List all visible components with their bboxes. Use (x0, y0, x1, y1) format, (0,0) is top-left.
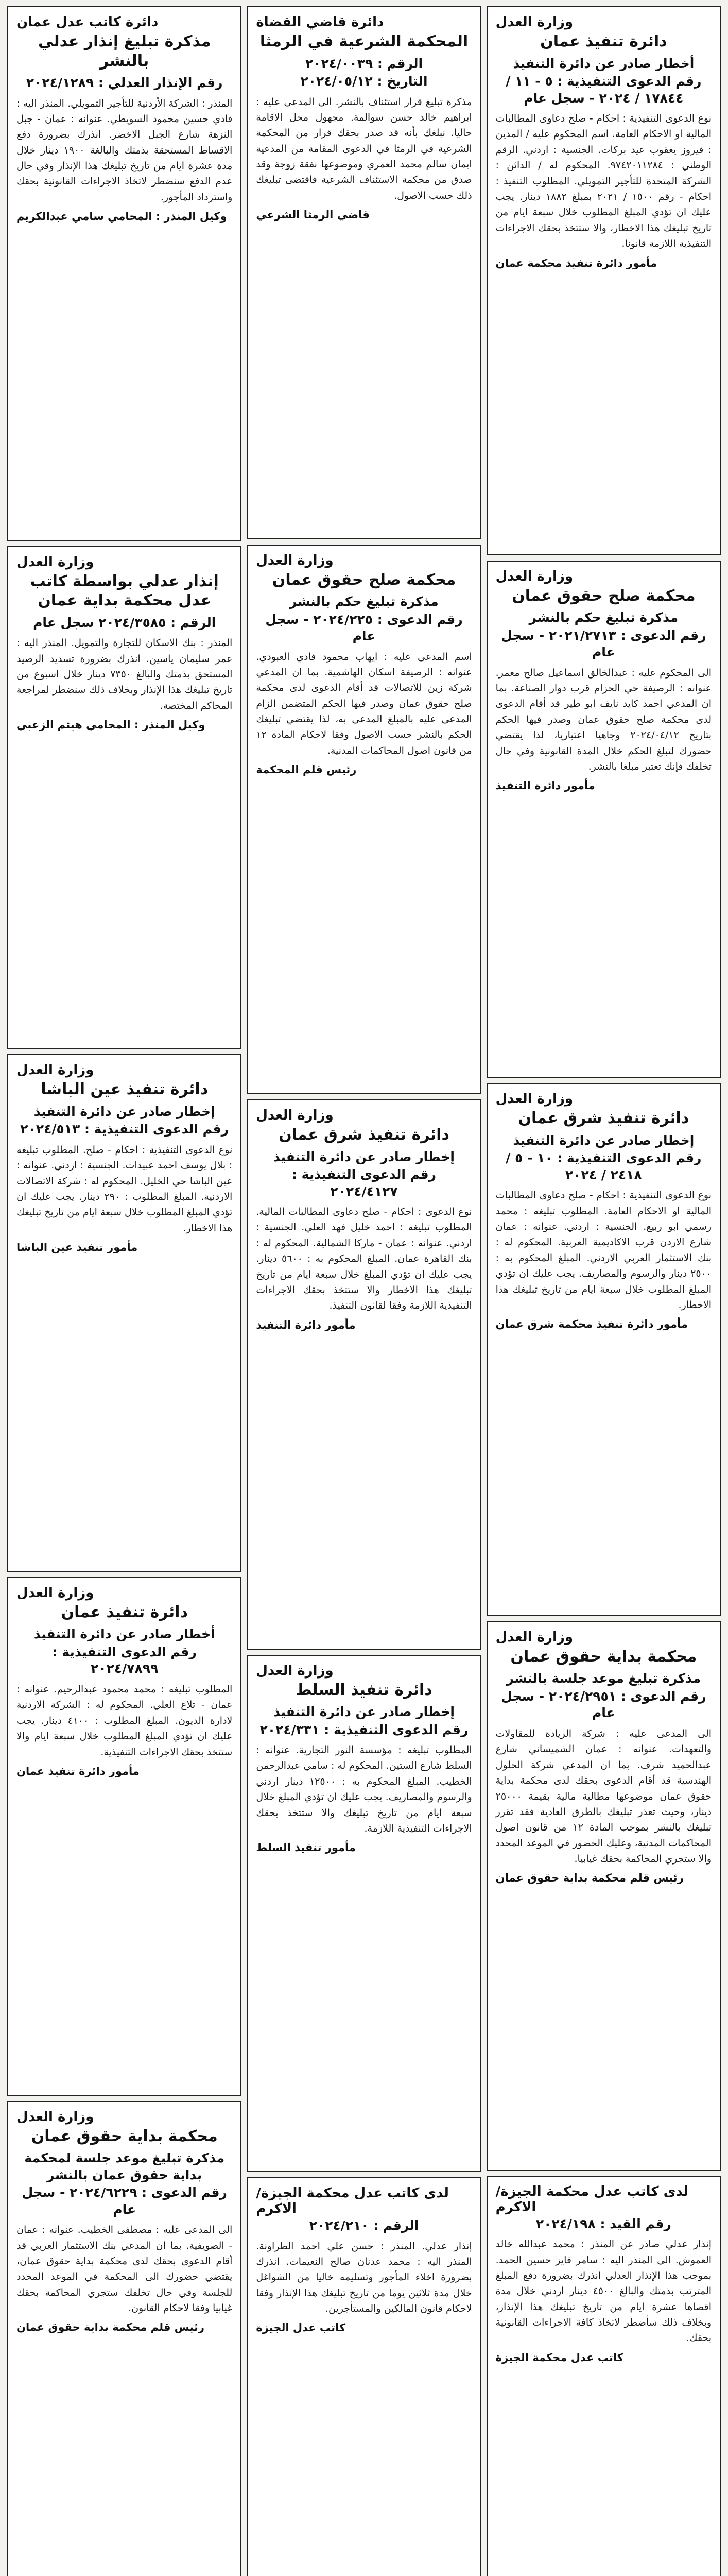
notice-signature: كاتب عدل محكمة الجيزة (495, 2351, 623, 2364)
ministry-header: وزارة العدل (16, 2109, 94, 2125)
notice-headline: مذكرة تبليغ موعد جلسة بالنشر (506, 1671, 701, 1686)
notice-headline: أخطار صادر عن دائرة التنفيذ (33, 1626, 215, 1642)
notice-signature: رئيس قلم المحكمة (256, 764, 357, 776)
notice-signature: مأمور دائرة تنفيذ محكمة عمان (495, 257, 657, 269)
notice-headline: مذكرة تبليغ حكم بالنشر (529, 610, 679, 625)
notice-body: إنذار عدلي صادر عن المنذر : محمد عبدالله خالد العموش. الى المنذر اليه : سامر فايز حسين الحمد. بموجب هذا الإنذار العدلي انذرك بضرورة دفع المبلغ المترتب بذمتك والبالغ ٤٥٠٠ دينار اردني خلال مدة اقصاها عشرة ايام من تاريخ تبليغك هذا الإنذار، وبخلاف ذلك سأضطر لاتخاذ كافة الاجراءات القانونية بحقك. (495, 2239, 712, 2344)
case-number: رقم الدعوى التنفيذية : ٢٠٢٤/٥١٣ (20, 1122, 229, 1137)
notice-title: محكمة بداية حقوق عمان (31, 2127, 218, 2145)
notice-title: مذكرة تبليغ إنذار عدلي بالنشر (38, 32, 211, 70)
notice-body: المنذر : بنك الاسكان للتجارة والتمويل. المنذر اليه : عمر سليمان ياسين. انذرك بضرورة تسديد الرصيد المستحق بذمتك والبالغ ٧٣٥٠ دينار خلال اسبوع من تاريخ تبليغك هذا الإنذار وبخلاف ذلك سنضطر لمراجعة المحاكم المختصة. (16, 637, 233, 711)
notice-headline: الرقم : ٢٠٢٤/٠٠٣٩ (305, 56, 423, 71)
notice-body: مذكرة تبليغ قرار استئناف بالنشر. الى المدعى عليه : ابراهيم خالد حسن سوالمة. مجهول محل الاقامة حاليا. نبلغك بأنه قد صدر بحقك قرار من المحكمة الشرعية في الرمثا في الدعوى المقامة من المدعية ايمان سالم محمد العمري وموضوعها نفقة زوجة وقد صدق من محكمة الاستئناف الشرعية فاقتضى تبليغك ذلك حسب الاصول. (256, 96, 472, 201)
notice-headline: الرقم : ٢٠٢٤/٢١٠ (309, 2218, 419, 2233)
case-number: التاريخ : ٢٠٢٤/٠٥/١٢ (300, 74, 428, 89)
notice-headline: رقم الإنذار العدلي : ٢٠٢٤/١٢٨٩ (26, 75, 223, 90)
case-number: رقم الدعوى التنفيذية : ٢٠٢٤/٣٣١ (259, 1722, 469, 1737)
ministry-header: وزارة العدل (16, 1062, 94, 1078)
legal-notice (487, 1621, 721, 2171)
notice-headline: إخطار صادر عن دائرة التنفيذ (273, 1704, 455, 1719)
notice-title: دائرة تنفيذ عمان (61, 1603, 188, 1621)
ministry-header: وزارة العدل (495, 14, 574, 30)
legal-notice (247, 545, 481, 1095)
notice-body: نوع الدعوى التنفيذية : احكام - صلح. المطلوب تبليغه : بلال يوسف احمد عبيدات. الجنسية : اردني. عنوانه : عين الباشا حي الخليل. المحكوم له : شركة الاتصالات الاردنية. المبلغ المطلوب : ٢٩٠ دينار. يجب عليك ان تؤدي المبلغ المطلوب خلال سبعة ايام من تاريخ تبليغك هذا الاخطار. (16, 1144, 233, 1234)
notice-headline: إخطار صادر عن دائرة التنفيذ (513, 1132, 695, 1148)
case-number: رقم الدعوى : ٢٠٢٤/٢٢٥ - سجل عام (265, 612, 463, 643)
newspaper-page (7, 6, 721, 2576)
legal-notice (7, 1577, 241, 2096)
notice-signature: مأمور دائرة تنفيذ عمان (16, 1765, 140, 1777)
notice-title: دائرة تنفيذ عين الباشا (41, 1080, 209, 1099)
ministry-header: وزارة العدل (495, 1091, 574, 1107)
notice-title: محكمة صلح حقوق عمان (272, 570, 456, 589)
ministry-header: لدى كاتب عدل محكمة الجيزة/الاكرم (256, 2185, 449, 2216)
legal-notice (247, 6, 481, 539)
ministry-header: دائرة قاضي القضاة (256, 14, 384, 30)
notice-title: دائرة تنفيذ شرق عمان (279, 1126, 449, 1144)
ministry-header: وزارة العدل (495, 568, 574, 584)
notice-body: الى المحكوم عليه : عبدالخالق اسماعيل صالح معمر. عنوانه : الرصيفة حي الحزام قرب دوار الصناعة. بما ان المدعي احمد كايد نايف ابو طير قد أقام الدعوى لدى محكمة صلح حقوق عمان وصدر فيها الحكم بتاريخ ٢٠٢٤/٠٤/١٢ وجاهيا اعتباريا، لذا يقتضي حضورك لتبلغ الحكم خلال المدة القانونية وفي حال تخلفك فإنك تعتبر مبلغا بالنشر. (495, 667, 712, 772)
legal-notice (487, 561, 721, 1078)
notice-title: دائرة تنفيذ شرق عمان (518, 1109, 689, 1128)
legal-notice (247, 1099, 481, 1650)
ministry-header: دائرة كاتب عدل عمان (16, 14, 159, 30)
ministry-header: وزارة العدل (16, 1585, 94, 1601)
ministry-header: لدى كاتب عدل محكمة الجيزة/الاكرم (495, 2183, 689, 2215)
notice-title: المحكمة الشرعية في الرمثا (259, 32, 469, 50)
case-number: رقم الدعوى التنفيذية : ١٠ - ٥ / ٢٤١٨ / ٢٠٢٤ (506, 1150, 702, 1182)
case-number: رقم الدعوى التنفيذية : ٢٠٢٤/٤١٢٧ (291, 1167, 437, 1199)
notice-title: محكمة صلح حقوق عمان (512, 586, 696, 605)
notice-body: المطلوب تبليغه : محمد محمود عبدالرحيم. عنوانه : عمان - تلاع العلي. المحكوم له : الشركة الاردنية لادارة الديون. المبلغ المطلوب : ٤١٠٠ دينار. يجب عليك ان تؤدي المبلغ المطلوب خلال سبعة ايام والا ستتخذ بحقك الاجراءات التنفيذية. (16, 1683, 233, 1758)
legal-notice (487, 1083, 721, 1616)
legal-notice (7, 1054, 241, 1572)
notice-headline: مذكرة تبليغ حكم بالنشر (289, 594, 439, 609)
notice-title: دائرة تنفيذ السلط (296, 1681, 432, 1699)
notice-title: إنذار عدلي بواسطة كاتب عدل محكمة بداية عمان (30, 572, 219, 610)
notice-body: إنذار عدلي. المنذر : حسن علي احمد الطراونة. المنذر اليه : محمد عدنان صالح النعيمات. انذرك بضرورة اخلاء المأجور وتسليمه خاليا من الشواغل خلال مدة ثلاثين يوما من تاريخ تبليغك هذا الإنذار وفقا لاحكام قانون المالكين والمستأجرين. (256, 2240, 472, 2315)
legal-notice (247, 2177, 481, 2576)
notice-body: الى المدعى عليه : مصطفى الخطيب. عنوانه : عمان - الصويفية. بما ان المدعي بنك الاستثمار العربي قد أقام الدعوى بحقك لدى محكمة بداية حقوق عمان، يقتضي حضورك الى المحكمة في الموعد المحدد للجلسة وفي حال تخلفك ستجري المحاكمة بحقك غيابيا وفقا لاحكام القانون. (16, 2224, 233, 2314)
legal-notice (7, 6, 241, 541)
case-number: رقم الدعوى التنفيذية : ٢٠٢٤/٧٨٩٩ (52, 1644, 197, 1676)
notice-signature: كاتب عدل الجيزة (256, 2321, 346, 2334)
column-2 (247, 6, 481, 2576)
legal-notice (7, 2101, 241, 2576)
case-number: رقم الدعوى : ٢٠٢١/٢٧١٣ - سجل عام (501, 628, 706, 660)
notice-headline: الرقم : ٢٠٢٤/٣٥٨٥ سجل عام (33, 615, 216, 630)
ministry-header: وزارة العدل (256, 1663, 334, 1679)
column-3 (7, 6, 241, 2576)
notice-signature: مأمور تنفيذ عين الباشا (16, 1241, 138, 1254)
notice-body: الى المدعى عليه : شركة الريادة للمقاولات والتعهدات. عنوانه : عمان الشميساني شارع عبدالحميد شرف. بما ان المدعي شركة الحلول الهندسية قد أقام الدعوى بحقك لدى محكمة بداية حقوق عمان موضوعها مطالبة مالية بقيمة ٢٥٠٠٠ دينار، وحيث تعذر تبليغك بالطرق العادية فقد تقرر تبليغك بالنشر بموجب المادة ١٢ من قانون اصول المحاكمات المدنية، وعليك الحضور في الموعد المحدد والا ستجري المحاكمة بحقك غيابيا. (495, 1727, 712, 1865)
notice-body: المنذر : الشركة الأردنية للتأجير التمويلي. المنذر اليه : فادي حسين محمود السويطي. عنوانه : عمان - جبل النزهة شارع الجبل الاخضر. انذرك بضرورة دفع الاقساط المستحقة بذمتك والبالغة ١٩٠٠ دينار خلال مدة عشرة ايام من تاريخ تبليغك هذا الإنذار وفي حال عدم الدفع سنضطر لاتخاذ الاجراءات القانونية بحقك واسترداد المأجور. (16, 97, 233, 203)
notice-headline: رقم القيد : ٢٠٢٤/١٩٨ (535, 2216, 671, 2231)
case-number: رقم الدعوى : ٢٠٢٤/٢٩٥١ - سجل عام (501, 1688, 706, 1721)
ministry-header: وزارة العدل (495, 1629, 574, 1645)
notice-signature: مأمور تنفيذ السلط (256, 1841, 356, 1854)
notice-signature: وكيل المنذر : المحامي سامي عبدالكريم (16, 210, 227, 223)
ministry-header: وزارة العدل (256, 1108, 334, 1123)
legal-notice (487, 2176, 721, 2576)
notice-signature: رئيس قلم محكمة بداية حقوق عمان (495, 1872, 684, 1885)
notice-body: نوع الدعوى : احكام - صلح دعاوى المطالبات المالية. المطلوب تبليغه : احمد خليل فهد العلي. الجنسية : اردني. عنوانه : عمان - ماركا الشمالية. المحكوم له : بنك القاهرة عمان. المبلغ المحكوم به : ٥٦٠٠ دينار. يجب عليك ان تؤدي المبلغ خلال سبعة ايام من تاريخ تبليغك هذا الاخطار والا ستتخذ بحقك الاجراءات التنفيذية اللازمة وفقا لقانون التنفيذ. (256, 1206, 472, 1312)
ministry-header: وزارة العدل (16, 554, 94, 570)
case-number: رقم الدعوى التنفيذية : ٥ - ١١ / ١٧٨٤٤ / ٢٠٢٤ - سجل عام (506, 74, 702, 106)
notice-title: محكمة بداية حقوق عمان (510, 1647, 697, 1666)
notice-body: نوع الدعوى التنفيذية : احكام - صلح دعاوى المطالبات المالية او الاحكام العامة. المطلوب تبليغه : محمد رسمي ابو ربيع. الجنسية : اردني. عنوانه : عمان شارع الاردن قرب الاكاديمية العربية. المحكوم له : بنك الاستثمار العربي الاردني. المبلغ المحكوم به : ٢٥٠٠ دينار والرسوم والمصاريف. يجب عليك ان تؤدي المبلغ المطلوب خلال سبعة ايام من تاريخ تبليغك هذا الاخطار. (495, 1190, 712, 1311)
notice-body: المطلوب تبليغه : مؤسسة النور التجارية. عنوانه : السلط شارع الستين. المحكوم له : سامي عبدالرحمن الخطيب. المبلغ المحكوم به : ١٢٥٠٠ دينار اردني والرسوم والمصاريف. يجب عليك ان تؤدي المبلغ خلال سبعة ايام من تاريخ تبليغك والا ستتخذ بحقك الاجراءات التنفيذية اللازمة. (256, 1744, 472, 1834)
notice-signature: مأمور دائرة التنفيذ (256, 1318, 356, 1331)
notice-body: اسم المدعى عليه : ايهاب محمود فادي العبودي. عنوانه : الرصيفة اسكان الهاشمية. بما ان المدعي شركة زين للاتصالات قد أقام الدعوى لدى محكمة صلح حقوق عمان وصدر فيها الحكم المتضمن الزام المدعى عليه بالمبلغ المدعى به، لذا يقتضي تبليغك الحكم بالنشر حسب الاصول وفقا لاحكام المادة ١٢ من قانون اصول المحاكمات المدنية. (256, 651, 472, 756)
notice-signature: قاضي الرمثا الشرعي (256, 209, 370, 222)
notice-signature: مأمور دائرة تنفيذ محكمة شرق عمان (495, 1318, 688, 1331)
legal-notice (247, 1655, 481, 2173)
notice-headline: إخطار صادر عن دائرة التنفيذ (33, 1104, 215, 1119)
case-number: رقم الدعوى : ٢٠٢٤/٦٢٢٩ - سجل عام (22, 2185, 227, 2217)
notice-headline: إخطار صادر عن دائرة التنفيذ (273, 1149, 455, 1164)
notice-body: نوع الدعوى التنفيذية : احكام - صلح دعاوى المطالبات المالية او الاحكام العامة. اسم المحكوم عليه / المدين : فيروز يعقوب عيد بركات. الجنسية : اردني. الرقم الوطني : ٩٧٤٢٠١١٢٨٤. المحكوم له / الدائن : الشركة المتحدة للتأجير التمويلي. المطلوب التنفيذ : احكام - رقم ١٥٠٠ / ٢٠٢١ بمبلغ ١٨٨٢ دينار. يجب عليك ان تؤدي المبلغ المطلوب خلال سبعة ايام من تاريخ تبليغك هذا الاخطار، والا ستتخذ بحقك الاجراءات التنفيذية اللازمة قانونا. (495, 113, 712, 250)
notice-headline: أخطار صادر عن دائرة التنفيذ (513, 56, 695, 71)
notice-signature: مأمور دائرة التنفيذ (495, 779, 595, 792)
column-1 (487, 6, 721, 2576)
notice-signature: وكيل المنذر : المحامي هيثم الزعبي (16, 719, 205, 732)
notice-signature: رئيس قلم محكمة بداية حقوق عمان (16, 2321, 205, 2334)
notice-title: دائرة تنفيذ عمان (540, 32, 667, 50)
notice-headline: مذكرة تبليغ موعد جلسة لمحكمة بداية حقوق عمان بالنشر (24, 2150, 225, 2182)
legal-notice (7, 546, 241, 1049)
ministry-header: وزارة العدل (256, 552, 334, 568)
legal-notice (487, 6, 721, 555)
